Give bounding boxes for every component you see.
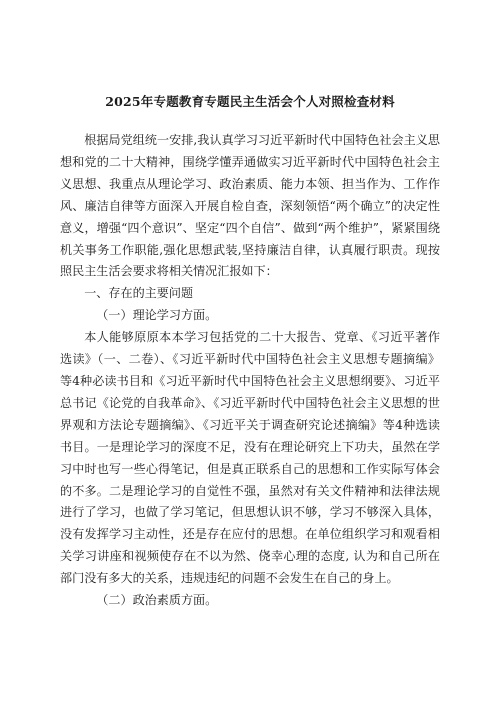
subheading-theory-study: （一）理论学习方面。 bbox=[96, 308, 218, 323]
document-title: 2025年专题教育专题民主生活会个人对照检查材料 bbox=[105, 94, 395, 109]
document-body bbox=[60, 130, 440, 612]
subheading-political-quality: （二）政治素质方面。 bbox=[96, 593, 218, 608]
theory-study-paragraph: 本人能够原原本本学习包括党的二十大报告、党章、《习近平著作选读》（一、二卷）、《习近平新时代中国特色社会主义思想专题摘编》等4种必读书目和《习近平新时代中国特色社会主义思想纲要》、习近平总书记《论党的自我革命》、《习近平新时代中国特色社会主义思想的世界观和方法论专题摘编》、《习近平关于调查研究论述摘编》等4种选读书目。一是理论学习的深度不足，没有在理论研究上下功夫，虽然在学习中时也写一些心得笔记，但是真正联系自己的思想和工作实际写体会的不多。二是理论学习的自觉性不强，虽然对有关文件精神和法律法规进行了学习，也做了学习笔记，但思想认识不够，学习不够深入具体，没有发挥学习主动性，还是存在应付的思想。在单位组织学习和观看相关学习讲座和视频使存在不以为然、侥幸心理的态度, 认为和自己所在部门没有多大的关系，违规违纪的问题不会发生在自己的身上。 bbox=[60, 330, 440, 586]
section-heading-problems: 一、存在的主要问题 bbox=[84, 286, 194, 301]
intro-paragraph: 根据局党组统一安排,我认真学习习近平新时代中国特色社会主义思想和党的二十大精神，围绕学懂弄通做实习近平新时代中国特色社会主义思想、我重点从理论学习、政治素质、能力本领、担当作为、工作作风、廉洁自律等方面深入开展自检自查，深刻领悟“两个确立”的决定性意义，增强“四个意识”、坚定“四个自信”、做到“两个维护”，紧紧围绕机关事务工作职能,强化思想武装,坚持廉洁自律，认真履行职责。现按照民主生活会要求将相关情况汇报如下： bbox=[60, 133, 440, 279]
